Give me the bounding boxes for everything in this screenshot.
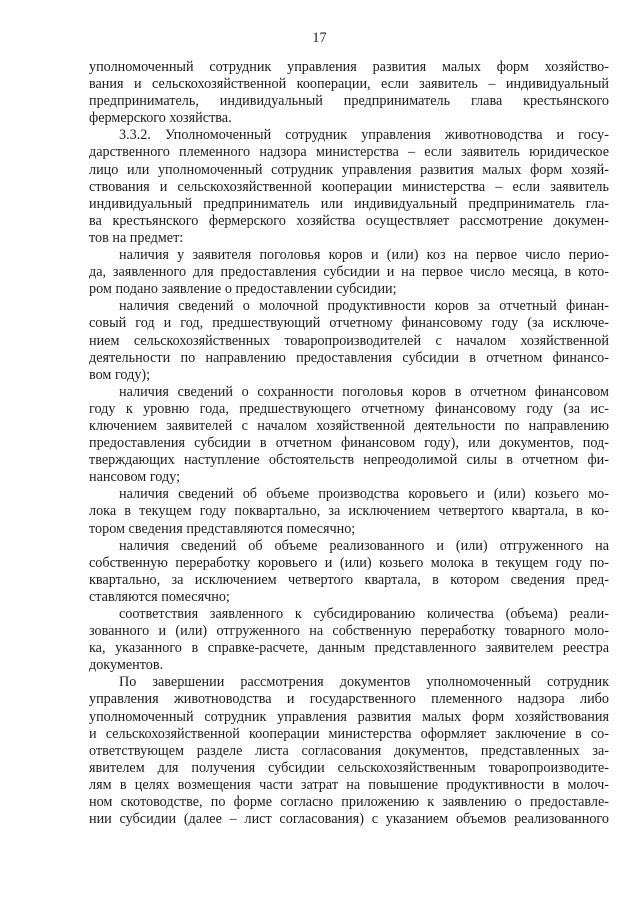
text-line: ром подано заявление о предоставлении субсидии; — [89, 281, 397, 298]
text-line: ставляются помесячно; — [89, 588, 230, 605]
text-line: вания и сельскохозяйственной кооперации, если заявитель – индивидуальный — [89, 76, 609, 93]
text-line: наличия сведений о молочной продуктивности коров за отчетный финан- — [119, 298, 609, 315]
text-line: совый год и год, предшествующий отчетному финансовому году (за исключе- — [89, 315, 609, 332]
text-line: вом году); — [89, 366, 151, 383]
text-line: фермерского хозяйства. — [89, 110, 232, 127]
text-line: индивидуальный предприниматель или индивидуальный предприниматель гла- — [89, 195, 609, 212]
text-line: лицо или уполномоченный сотрудник управления развития малых форм хозяй- — [89, 161, 609, 178]
text-line: наличия сведений об объеме производства коровьего и (или) козьего мо- — [119, 486, 609, 503]
text-line: тверждающих наступление обстоятельств непреодолимой силы в отчетном фи- — [89, 452, 609, 469]
text-line: По завершении рассмотрения документов уполномоченный сотрудник — [119, 674, 609, 691]
text-line: наличия сведений об объеме реализованного и (или) отгруженного на — [119, 537, 609, 554]
text-line: наличия сведений о сохранности поголовья коров в отчетном финансовом — [119, 383, 609, 400]
text-line: предоставления субсидии в отчетном финансовом году), или документов, под- — [89, 435, 609, 452]
document-body — [89, 59, 609, 828]
text-line: нансовом году; — [89, 469, 181, 486]
text-line: нием сельскохозяйственных товаропроизводителей с началом хозяйственной — [89, 332, 609, 349]
text-line: лока в текущем году поквартально, за исключением четвертого квартала, в ко- — [89, 503, 609, 520]
text-line: предприниматель, индивидуальный предприниматель глава крестьянского — [89, 93, 609, 110]
text-line: ключением заявителей с началом хозяйственной деятельности по направлению — [89, 417, 609, 434]
text-line: ном скотоводстве, по форме согласно приложению к заявлению о предоставле- — [89, 794, 609, 811]
text-line: и сельскохозяйственной кооперации министерства оформляет заключение в со- — [89, 725, 609, 742]
text-line: ответствующем разделе листа согласования документов, представленных за- — [89, 742, 609, 759]
text-line: лям в целях возмещения части затрат на повышение продуктивности в молоч- — [89, 776, 609, 793]
text-line: квартально, за исключением четвертого квартала, в котором сведения пред- — [89, 571, 609, 588]
text-line: соответствия заявленного к субсидированию количества (объема) реали- — [119, 606, 609, 622]
text-line: явителем для получения субсидии сельскохозяйственным товаропроизводите- — [89, 759, 609, 776]
text-line: уполномоченный сотрудник управления развития малых форм хозяйство- — [89, 59, 609, 75]
text-line: тором сведения представляются помесячно; — [89, 520, 356, 537]
text-line: да, заявленного для предоставления субсидии и на первое число месяца, в кото- — [89, 264, 609, 281]
text-line: собственную переработку коровьего и (или) козьего молока в текущем году по- — [89, 554, 609, 571]
text-line: ка, указанного в справке-расчете, данным представленного заявителем реестра — [89, 640, 609, 657]
text-line: году к уровню года, предшествующего отчетному финансовому году (за ис- — [89, 400, 609, 417]
text-line: дарственного племенного надзора министерства – если заявитель юридическое — [89, 144, 609, 161]
text-line: деятельности по направлению предоставления субсидии в отчетном финансо- — [89, 349, 609, 366]
text-line: тов на предмет: — [89, 229, 184, 246]
text-line: наличия у заявителя поголовья коров и (или) коз на первое число перио- — [119, 247, 609, 264]
text-line: документов. — [89, 657, 164, 674]
page-number: 17 — [312, 30, 327, 46]
text-line: управления животноводства и государственного племенного надзора либо — [89, 691, 609, 708]
text-line: 3.3.2. Уполномоченный сотрудник управления животноводства и госу- — [119, 127, 609, 144]
text-line: нии субсидии (далее – лист согласования) с указанием объемов реализованного — [89, 811, 609, 828]
text-line: зованного и (или) отгруженного на собственную переработку товарного моло- — [89, 623, 609, 640]
text-line: ствования и сельскохозяйственной кооперации министерства – если заявитель — [89, 178, 609, 195]
text-line: ва крестьянского фермерского хозяйства осуществляет рассмотрение докумен- — [89, 212, 609, 229]
text-line: уполномоченный сотрудник управления развития малых форм хозяйствования — [89, 708, 609, 725]
